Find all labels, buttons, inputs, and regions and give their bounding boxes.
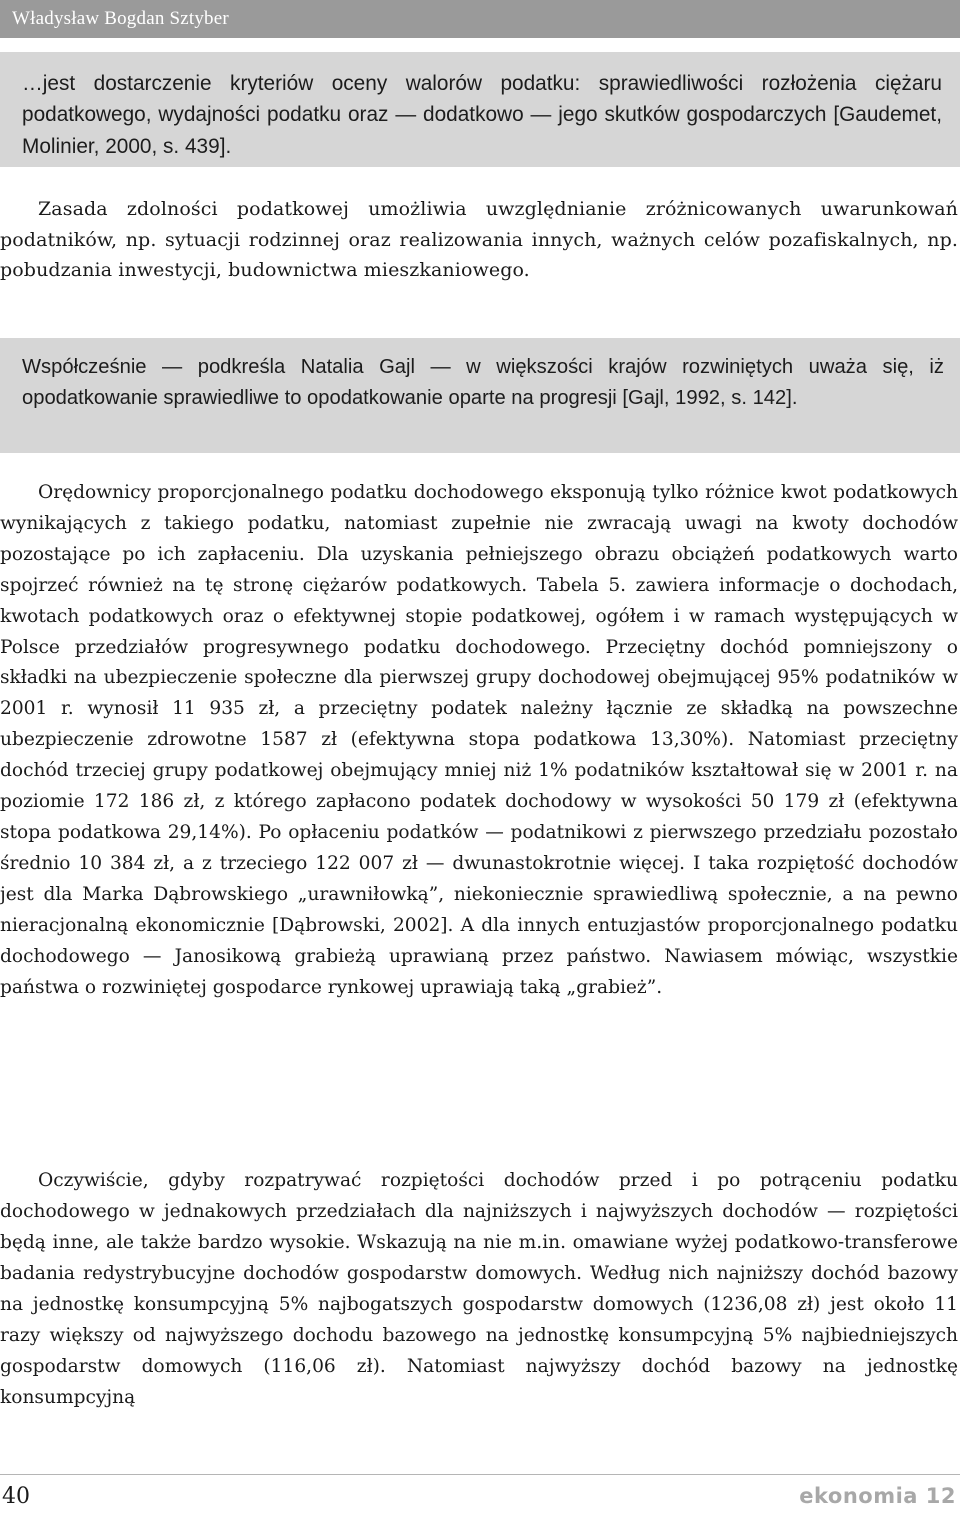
quote-box-gaudemet xyxy=(0,52,960,167)
page-number: 40 xyxy=(2,1484,30,1509)
paragraph-oczywiscie: Oczywiście, gdyby rozpatrywać rozpiętości dochodów przed i po potrąceniu podatku dochodowego w jednakowych przedziałach dla najniższych i najwyższych dochodów — rozpiętości będą inne, ale także bardzo wysokie. Wskazują na nie m.in. omawiane wyżej podatkowo-transferowe badania redystrybucyjne dochodów gospodarstw domowych. Według nich najniższy dochód bazowy na jednostkę konsumpcyjną 5% najbogatszych gospodarstw domowych (1236,08 zł) jest około 11 razy większy od najwyższego dochodu bazowego na jednostkę konsumpcyjną 5% najbiedniejszych gospodarstw domowych (116,06 zł). Natomiast najwyższy dochód bazowy na jednostkę konsumpcyjną xyxy=(0,1170,958,1408)
quote-box-gajl xyxy=(0,338,960,453)
quote-text-gaudemet: …jest dostarczenie kryteriów oceny walorów podatku: sprawiedliwości rozłożenia ciężaru podatkowego, wydajności podatku oraz — dodatkowo — jego skutków gospodarczych [Gaudemet, Molinier, 2000, s. 439]. xyxy=(22,72,942,158)
quote-text-gajl: Współcześnie — podkreśla Natalia Gajl — w większości krajów rozwiniętych uważa się, iż opodatkowanie sprawiedliwe to opodatkowanie oparte na progresji [Gajl, 1992, s. 142]. xyxy=(22,356,944,410)
running-header-author: Władysław Bogdan Sztyber xyxy=(12,8,229,29)
journal-name: ekonomia 12 xyxy=(799,1484,956,1508)
paragraph-oredownicy: Orędownicy proporcjonalnego podatku dochodowego eksponują tylko różnice kwot podatkowych wynikających z takiego podatku, natomiast zupełnie nie zwracają uwagi na kwoty dochodów pozostające po ich zapłaceniu. Dla uzyskania pełniejszego obrazu obciążeń podatkowych warto spojrzeć również na tę stronę ciężarów podatkowych. Tabela 5. zawiera informacje o dochodach, kwotach podatkowych oraz o efektywnej stopie podatkowej, ogółem i w ramach występujących w Polsce przedziałów progresywnego podatku dochodowego. Przeciętny dochód pomniejszony o składki na ubezpieczenie społeczne dla pierwszej grupy dochodowej obejmującej 95% podatników w 2001 r. wynosił 11 935 zł, a przeciętny podatek należny łącznie ze składką na powszechne ubezpieczenie zdrowotne 1587 zł (efektywna stopa podatkowa 13,30%). Natomiast przeciętny dochód trzeciej grupy podatkowej obejmujący mniej niż 1% podatników kształtował się w 2001 r. na poziomie 172 186 zł, z którego zapłacono podatek dochodowy w wysokości 50 179 zł (efektywna stopa podatkowa 29,14%). Po opłaceniu podatków — podatnikowi z pierwszego przedziału pozostało średnio 10 384 zł, a z trzeciego 122 007 zł — dwunastokrotnie więcej. I taka rozpiętość dochodów jest dla Marka Dąbrowskiego „urawniłowką”, niekoniecznie sprawiedliwą społecznie, a na pewno nieracjonalną ekonomicznie [Dąbrowski, 2002]. A dla innych entuzjastów proporcjonalnego podatku dochodowego — Janosikową grabieżą uprawianą przez państwo. Nawiasem mówiąc, wszystkie państwa o rozwiniętej gospodarce rynkowej uprawiają taką „grabież”. xyxy=(0,482,958,998)
running-header xyxy=(0,0,960,38)
paragraph-zdolnosc-podatkowa: Zasada zdolności podatkowej umożliwia uwzględnianie zróżnicowanych uwarunkowań podatników, np. sytuacji rodzinnej oraz realizowania innych, ważnych celów pozafiskalnych, np. pobudzania inwestycji, budownictwa mieszkaniowego. xyxy=(0,198,958,281)
footer-divider xyxy=(0,1474,960,1475)
